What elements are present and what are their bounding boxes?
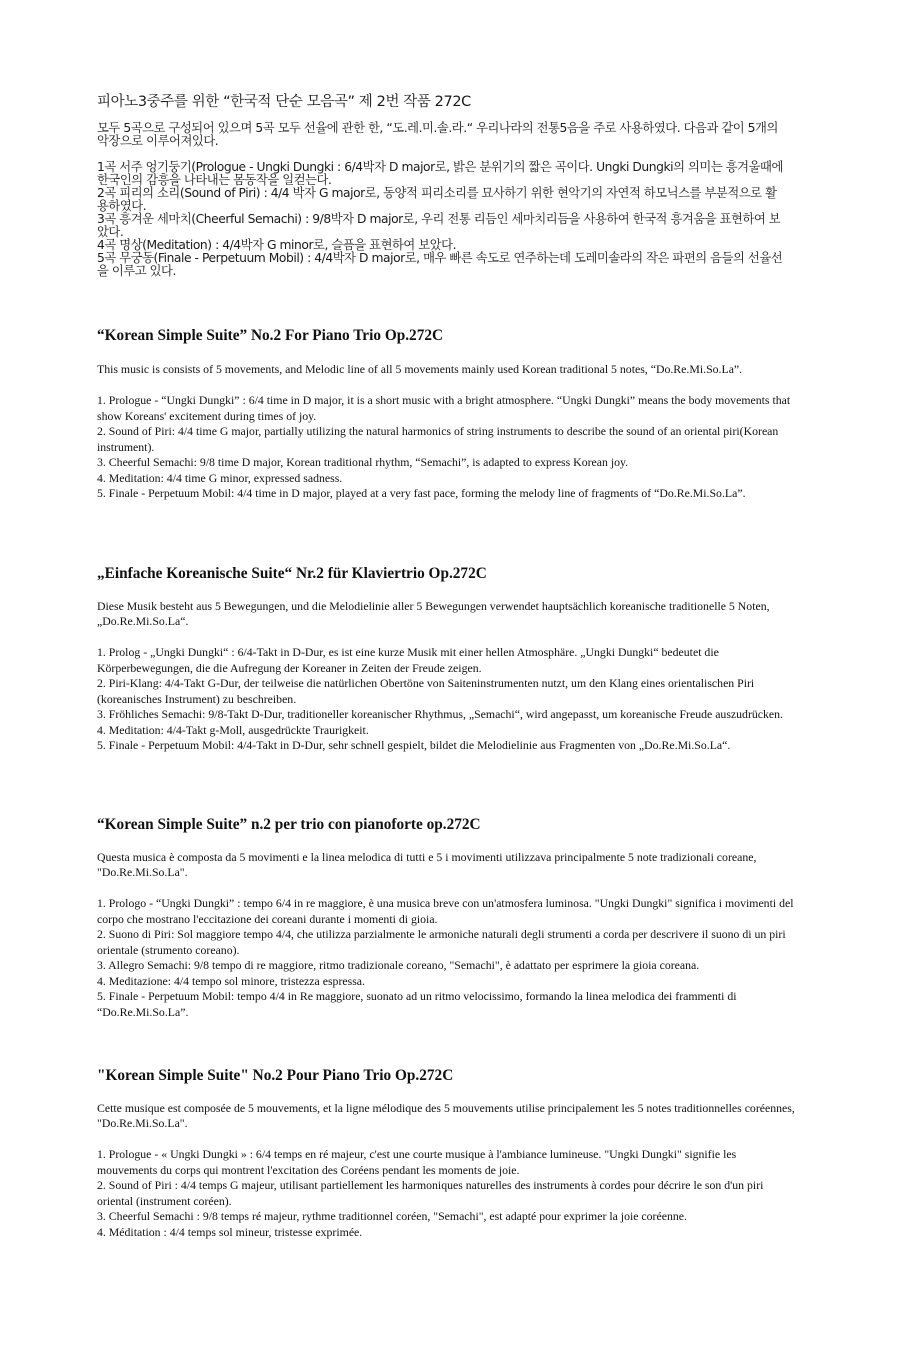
english-movement-1: 1. Prologue - “Ungki Dungki” : 6/4 time in D major, it is a short music with a bright atmosphere. “Ungki Dungki” means the body movements that show Koreans' excitement during times of joy. xyxy=(97,393,791,423)
german-movement-list xyxy=(97,645,797,754)
korean-movement-2: 2곡 피리의 소리(Sound of Piri) : 4/4 박자 G major로, 동양적 피리소리를 묘사하기 위한 현악기의 자연적 하모닉스를 부분적으로 활용하였다. xyxy=(97,186,777,213)
english-title: “Korean Simple Suite” No.2 For Piano Trio Op.272C xyxy=(97,327,444,344)
german-intro: Diese Musik besteht aus 5 Bewegungen, und die Melodielinie aller 5 Bewegungen verwendet hauptsächlich koreanische traditionelle 5 Noten, „Do.Re.Mi.So.La“. xyxy=(97,599,770,629)
korean-movement-5: 5곡 무궁동(Finale - Perpetuum Mobil) : 4/4박자 D major로, 매우 빠른 속도로 연주하는데 도레미솔라의 작은 파편의 음들의 선율선을 이루고 있다. xyxy=(97,251,783,278)
italian-intro: Questa musica è composta da 5 movimenti e la linea melodica di tutti e 5 i movimenti utilizzava principalmente 5 note tradizionali coreane, "Do.Re.Mi.So.La". xyxy=(97,850,757,880)
korean-movement-3: 3곡 흥겨운 세마치(Cheerful Semachi) : 9/8박자 D major로, 우리 전통 리듬인 세마치리듬을 사용하여 한국적 흥겨움을 표현하여 보았다. xyxy=(97,212,781,239)
english-movement-list xyxy=(97,393,797,502)
german-movement-2: 2. Piri-Klang: 4/4-Takt G-Dur, der teilweise die natürlichen Obertöne von Saiteninstrumenten nutzt, um den Klang eines orientalischen Piri (koreanisches Instrument) zu beschreiben. xyxy=(97,676,755,706)
korean-movement-4: 4곡 명상(Meditation) : 4/4박자 G minor로, 슬픔을 표현하여 보았다. xyxy=(97,238,457,252)
german-title: „Einfache Koreanische Suite“ Nr.2 für Klaviertrio Op.272C xyxy=(97,565,487,582)
french-movement-1: 1. Prologue - « Ungki Dungki » : 6/4 temps en ré majeur, c'est une courte musique à l'ambiance lumineuse. "Ungki Dungki" signifie les mouvements du corps qui montrent l'excitation des Coréens pendant les moments de joie. xyxy=(97,1147,737,1177)
french-movement-list xyxy=(97,1147,797,1240)
french-section xyxy=(97,1067,797,1239)
french-title: "Korean Simple Suite" No.2 Pour Piano Trio Op.272C xyxy=(97,1067,454,1084)
french-movement-4: 4. Méditation : 4/4 temps sol mineur, tristesse exprimée. xyxy=(97,1224,363,1239)
english-section xyxy=(97,327,797,500)
italian-movement-list xyxy=(97,896,797,1020)
german-movement-1: 1. Prolog - „Ungki Dungki“ : 6/4-Takt in D-Dur, es ist eine kurze Musik mit einer hellen Atmosphäre. „Ungki Dungki“ bedeutet die Körperbewegungen, die die Aufregung der Koreaner in Zeiten der Freude zeigen. xyxy=(97,645,719,675)
french-movement-2: 2. Sound of Piri : 4/4 temps G majeur, utilisant partiellement les harmoniques naturelles des instruments à cordes pour décrire le son d'un piri oriental (instrument coréen). xyxy=(97,1178,764,1208)
italian-movement-4: 4. Meditazione: 4/4 tempo sol minore, tristezza espressa. xyxy=(97,973,365,988)
english-movement-4: 4. Meditation: 4/4 time G minor, expressed sadness. xyxy=(97,470,343,485)
french-intro: Cette musique est composée de 5 mouvements, et la ligne mélodique des 5 mouvements utilise principalement les 5 notes traditionnelles coréennes, "Do.Re.Mi.So.La". xyxy=(97,1101,795,1131)
german-movement-3: 3. Fröhliches Semachi: 9/8-Takt D-Dur, traditioneller koreanischer Rhythmus, „Semachi“, wird angepasst, um koreanische Freude auszudrücken. xyxy=(97,707,783,721)
english-intro: This music is consists of 5 movements, and Melodic line of all 5 movements mainly used Korean traditional 5 notes, “Do.Re.Mi.So.La”. xyxy=(97,362,743,376)
english-movement-2: 2. Sound of Piri: 4/4 time G major, partially utilizing the natural harmonics of string instruments to describe the sound of an oriental piri(Korean instrument). xyxy=(97,424,779,454)
italian-movement-1: 1. Prologo - “Ungki Dungki” : tempo 6/4 in re maggiore, è una musica breve con un'atmosfera luminosa. "Ungki Dungki" significa i movimenti del corpo che mostrano l'eccitazione dei coreani durante i momenti di gioia. xyxy=(97,896,794,926)
english-movement-5: 5. Finale - Perpetuum Mobil: 4/4 time in D major, played at a very fast pace, forming the melody line of fragments of “Do.Re.Mi.So.La”. xyxy=(97,486,746,500)
italian-movement-3: 3. Allegro Semachi: 9/8 tempo di re maggiore, ritmo tradizionale coreano, "Semachi", è adattato per esprimere la gioia coreana. xyxy=(97,958,700,972)
korean-title: 피아노3중주를 위한 “한국적 단순 모음곡” 제 2번 작품 272C xyxy=(97,94,471,110)
italian-section xyxy=(97,816,797,1019)
korean-movement-list xyxy=(97,161,787,278)
italian-title: “Korean Simple Suite” n.2 per trio con pianoforte op.272C xyxy=(97,816,481,833)
italian-movement-2: 2. Suono di Piri: Sol maggiore tempo 4/4, che utilizza parzialmente le armoniche naturali degli strumenti a corda per descrivere il suono di un piri orientale (strumento coreano). xyxy=(97,927,786,957)
german-movement-5: 5. Finale - Perpetuum Mobil: 4/4-Takt in D-Dur, sehr schnell gespielt, bildet die Melodielinie aus Fragmenten von „Do.Re.Mi.So.La“. xyxy=(97,738,731,752)
italian-movement-5: 5. Finale - Perpetuum Mobil: tempo 4/4 in Re maggiore, suonato ad un ritmo velocissimo, formando la linea melodica dei frammenti di “Do.Re.Mi.So.La”. xyxy=(97,989,737,1019)
french-movement-3: 3. Cheerful Semachi : 9/8 temps ré majeur, rythme traditionnel coréen, "Semachi", est adapté pour exprimer la joie coréenne. xyxy=(97,1209,687,1223)
german-movement-4: 4. Meditation: 4/4-Takt g-Moll, ausgedrückte Traurigkeit. xyxy=(97,722,369,737)
korean-movement-1: 1곡 서주 엉기둥기(Prologue - Ungki Dungki : 6/4박자 D major로, 밝은 분위기의 짧은 곡이다. Ungki Dungki의 의미는 흥겨울때에 한국인의 감흥을 나타내는 몸동작을 일컫는다. xyxy=(97,160,783,187)
english-movement-3: 3. Cheerful Semachi: 9/8 time D major, Korean traditional rhythm, “Semachi”, is adapted to express Korean joy. xyxy=(97,455,629,469)
german-section xyxy=(97,565,797,752)
korean-intro: 모두 5곡으로 구성되어 있으며 5곡 모두 선율에 관한 한, “도.레.미.솔.라.“ 우리나라의 전통5음을 주로 사용하였다. 다음과 같이 5개의 악장으로 이루어져있다. xyxy=(97,121,778,148)
